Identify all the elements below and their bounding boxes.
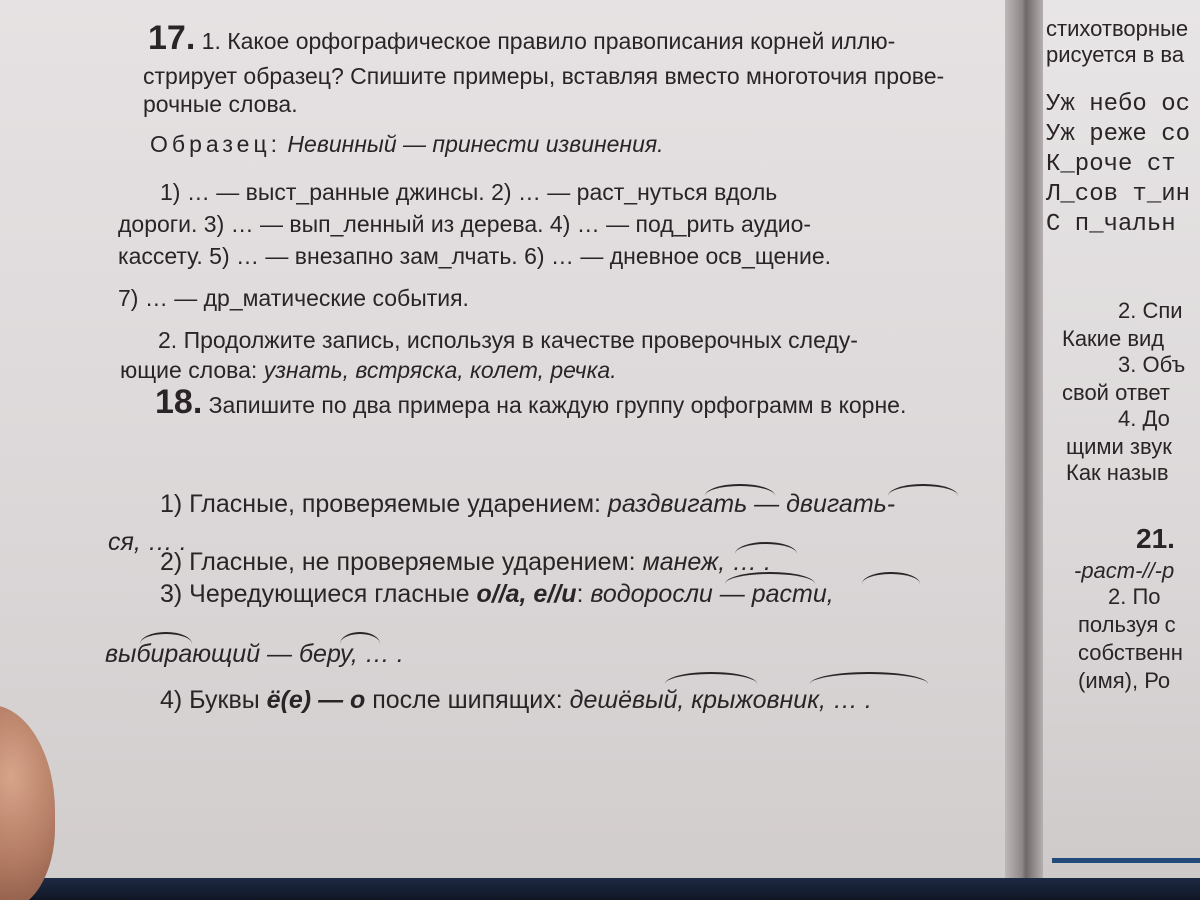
right-text: (имя), Ро — [1078, 668, 1171, 693]
right-text: свой ответ — [1062, 380, 1170, 405]
alternation-pattern: о//а, е//и — [476, 580, 577, 608]
letters-pattern: ё(е) — о — [266, 686, 366, 714]
item-2 — [160, 548, 771, 576]
item-4 — [160, 686, 872, 714]
poem-line: Уж реже со — [1046, 121, 1191, 148]
task-text-line: рочные слова. — [143, 91, 298, 117]
poem-line: К_роче ст — [1046, 151, 1176, 178]
items-line: 1) … — выст_ранные джинсы. 2) … — раст_нуться вдоль — [160, 179, 778, 205]
sample-text: Невинный — принести извинения. — [287, 131, 664, 157]
item-1-continuation: ся, … . — [108, 528, 187, 556]
poem-line: С п_чальн — [1046, 211, 1176, 238]
item-1-examples: раздвигать — двигать- — [607, 490, 896, 518]
right-text: стихотворные — [1046, 16, 1189, 41]
table-edge — [0, 878, 1200, 900]
items-line: дороги. 3) … — вып_ленный из дерева. 4) … — под_рить аудио- — [118, 211, 812, 237]
exercise-title: Запишите по два примера на каждую группу орфограмм в корне. — [208, 392, 907, 418]
item-1-lead: 1) Гласные, проверяемые ударением: — [160, 490, 608, 518]
item-1 — [160, 490, 895, 518]
task2-line: 2. Продолжите запись, используя в качестве проверочных следу- — [158, 327, 858, 353]
poem-line: Л_сов т_ин — [1046, 181, 1191, 208]
item-3-continuation: выбирающий — беру, … . — [105, 640, 404, 668]
item-2-examples: манеж, … . — [642, 548, 771, 576]
poem-line: Уж небо ос — [1046, 91, 1191, 118]
sample-line — [150, 130, 664, 158]
item-3 — [160, 580, 834, 608]
task2-lead: ющие слова: — [120, 357, 264, 383]
right-text: -раст-//-р — [1074, 558, 1175, 583]
right-text: 2. По — [1108, 584, 1161, 609]
item-4-middle: после шипящих: — [365, 686, 570, 714]
exercise-number: 18. — [155, 383, 203, 421]
exercise-17-header — [148, 19, 896, 57]
items-line: кассету. 5) … — внезапно зам_лчать. 6) … — дневное осв_щение. — [118, 243, 831, 269]
right-text: Какие вид — [1062, 326, 1165, 351]
item-3-lead: 3) Чередующиеся гласные — [160, 580, 477, 608]
right-text: 2. Спи — [1118, 298, 1183, 323]
right-text: пользуя с — [1078, 612, 1176, 637]
item-2-lead: 2) Гласные, не проверяемые ударением: — [160, 548, 643, 576]
check-words: узнать, встряска, колет, речка. — [263, 357, 617, 383]
item-3-colon: : — [576, 580, 591, 608]
item-3-examples: водоросли — расти, — [590, 580, 834, 608]
right-text: щими звук — [1066, 434, 1172, 459]
items-line: 7) … — др_матические события. — [118, 285, 469, 311]
right-text: собственн — [1078, 640, 1183, 665]
right-text: 4. До — [1118, 406, 1170, 431]
exercise-number: 21. — [1136, 523, 1175, 554]
exercise-18-header — [155, 383, 907, 421]
task-text: 1. Какое орфографическое правило правописания корней иллю- — [201, 28, 896, 54]
item-4-examples: дешёвый, крыжовник, … . — [569, 686, 872, 714]
item-4-lead: 4) Буквы — [160, 686, 267, 714]
right-text: рисуется в ва — [1046, 42, 1185, 67]
task-text-line: стрирует образец? Спишите примеры, вставляя вместо многоточия прове- — [143, 63, 945, 89]
task2-line — [120, 356, 617, 384]
right-text: Как назыв — [1066, 460, 1169, 485]
exercise-number: 17. — [148, 19, 196, 57]
page-rule-line — [1052, 858, 1200, 863]
right-text: 3. Объ — [1118, 352, 1186, 377]
sample-label: Образец: — [150, 131, 282, 157]
book-gutter — [1005, 0, 1043, 890]
